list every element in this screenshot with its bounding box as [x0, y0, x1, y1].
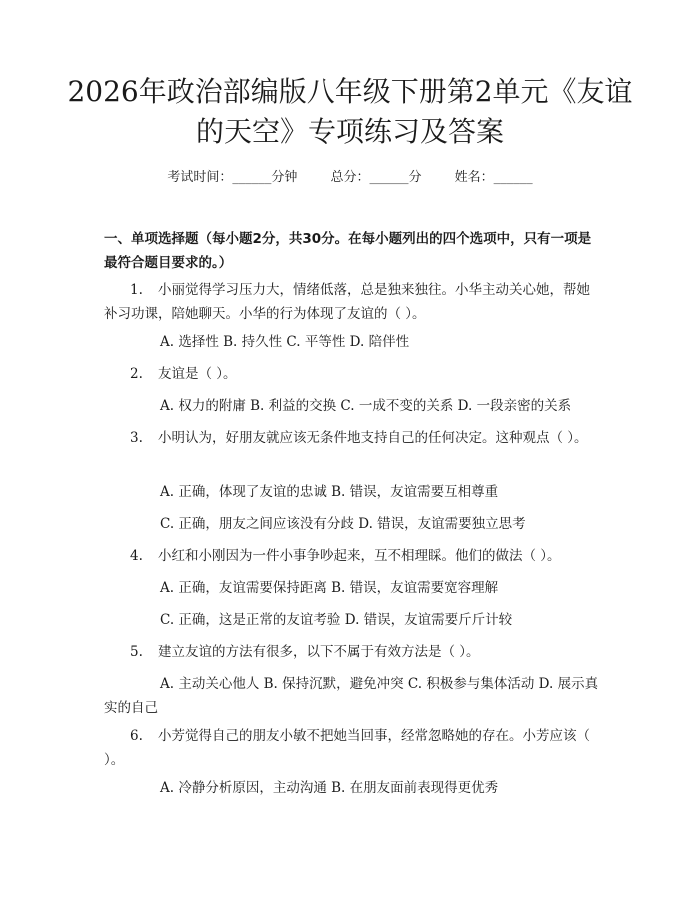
question-3	[104, 426, 602, 450]
question-number: 3.	[130, 430, 143, 446]
question-2	[104, 362, 602, 386]
question-4	[104, 544, 602, 568]
question-3-options-line1: A. 正确，体现了友谊的忠诚 B. 错误，友谊需要互相尊重	[160, 484, 499, 500]
question-6-options: A. 冷静分析原因，主动沟通 B. 在朋友面前表现得更优秀	[160, 780, 499, 796]
question-5-options	[104, 672, 602, 720]
question-2-options: A. 权力的附庸 B. 利益的交换 C. 一成不变的关系 D. 一段亲密的关系	[160, 398, 572, 414]
exam-time-blank: ______	[232, 170, 272, 185]
question-number: 2.	[130, 366, 143, 382]
question-5-options-text: A. 主动关心他人 B. 保持沉默，避免冲突 C. 积极参与集体活动 D. 展示真实的自己	[104, 676, 599, 716]
exam-time-unit: 分钟	[271, 170, 298, 185]
student-name-label: 姓名：	[454, 170, 494, 185]
exam-info-line	[0, 168, 700, 188]
total-score-label: 总分：	[330, 170, 370, 185]
question-number: 1.	[130, 282, 143, 298]
question-4-options-line2: C. 正确，这是正常的友谊考验 D. 错误，友谊需要斤斤计较	[160, 612, 513, 628]
question-3-options-line2: C. 正确，朋友之间应该没有分歧 D. 错误，友谊需要独立思考	[160, 516, 526, 532]
student-name-blank: ______	[493, 170, 533, 185]
question-stem: 小丽觉得学习压力大，情绪低落，总是独来独往。小华主动关心她，帮她补习功课，陪她聊天。小华的行为体现了友谊的（ ）。	[104, 282, 590, 322]
question-stem: 小芳觉得自己的朋友小敏不把她当回事，经常忽略她的存在。小芳应该（ ）。	[104, 728, 590, 768]
total-score-unit: 分	[408, 170, 422, 185]
question-4-options-line1: A. 正确，友谊需要保持距离 B. 错误，友谊需要宽容理解	[160, 580, 499, 596]
question-1-options: A. 选择性 B. 持久性 C. 平等性 D. 陪伴性	[160, 334, 410, 350]
question-number: 6.	[130, 728, 143, 744]
exam-time-label: 考试时间：	[167, 170, 233, 185]
page-title: 2026年政治部编版八年级下册第2单元《友谊的天空》专项练习及答案	[67, 75, 633, 148]
question-stem: 小明认为，好朋友就应该无条件地支持自己的任何决定。这种观点（ ）。	[158, 430, 588, 446]
question-stem: 小红和小刚因为一件小事争吵起来，互不相理睬。他们的做法（ ）。	[158, 548, 561, 564]
question-stem: 友谊是（ ）。	[158, 366, 237, 382]
question-stem: 建立友谊的方法有很多，以下不属于有效方法是（ ）。	[158, 644, 480, 660]
question-5	[104, 640, 602, 664]
question-1	[104, 278, 602, 326]
question-6	[104, 724, 602, 772]
question-number: 5.	[130, 644, 143, 660]
question-number: 4.	[130, 548, 143, 564]
section-heading: 一、单项选择题（每小题2分，共30分。在每小题列出的四个选项中，只有一项是最符合题目要求的。）	[104, 231, 592, 271]
total-score-blank: ______	[369, 170, 409, 185]
